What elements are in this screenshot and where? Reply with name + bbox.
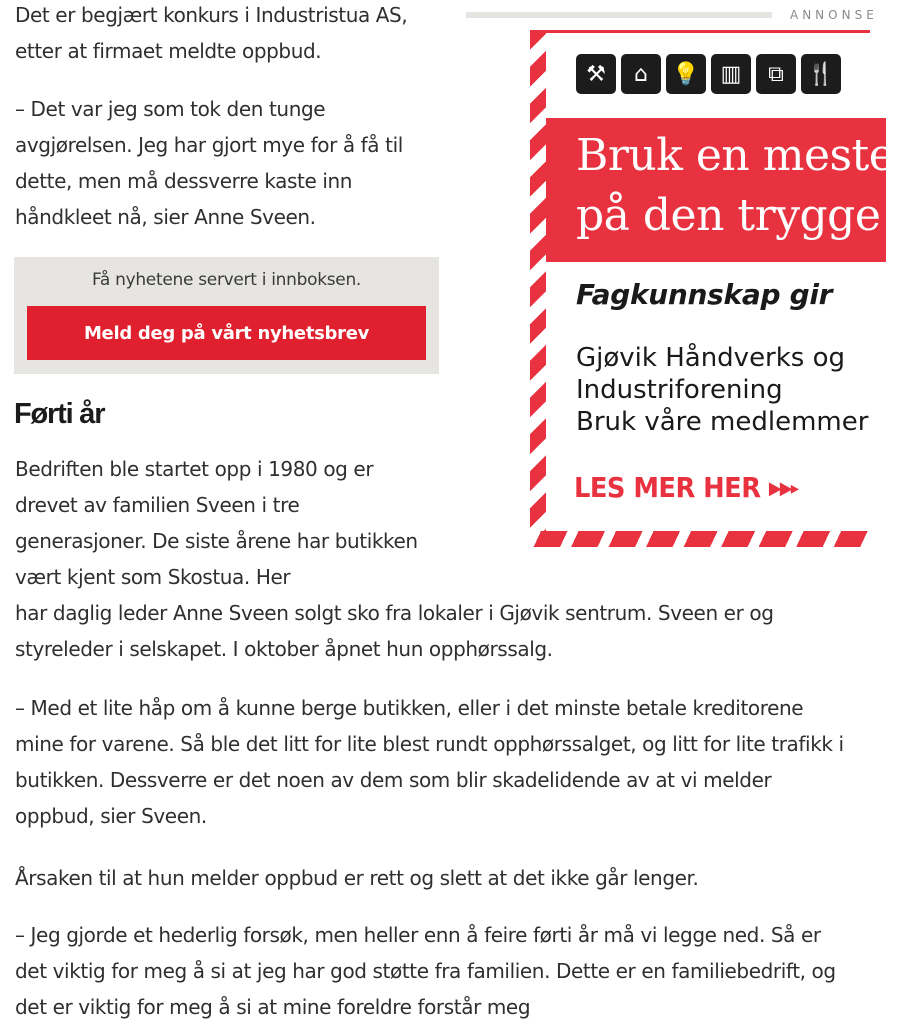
newsletter-prompt: Få nyhetene servert i innboksen. (91, 270, 362, 290)
ad-headline-line: Bruk en mester (576, 130, 915, 181)
ad-headline-line: på den trygge (576, 190, 881, 241)
ad-headline (576, 126, 915, 246)
advertisement-banner[interactable] (530, 30, 915, 547)
radiator-icon: ▥ (711, 54, 751, 94)
arrow-right-icon: ▶▶▸ (768, 478, 798, 499)
lightbulb-icon: 💡 (666, 54, 706, 94)
ad-divider (466, 12, 772, 18)
article-quote-paragraph: – Med et lite håp om å kunne berge butikken, eller i det minste betale kreditorene mine for varene. Så ble det litt for lite blest rundt opphørssalget, og litt for lite trafikk i butikken. Dessverre er det noen av dem som blir skadelidende av at vi melder oppbud, sier Sveen. (15, 696, 844, 828)
newsletter-signup-box (14, 257, 439, 374)
section-subheading: Førti år (14, 398, 105, 430)
ad-read-more-link[interactable] (574, 471, 797, 504)
ad-label: ANNONSE (790, 8, 878, 22)
article-quote-paragraph: – Det var jeg som tok den tunge avgjørelsen. Jeg har gjort mye for å få til dette, men må dessverre kaste inn håndkleet nå, sier Anne Sveen. (15, 97, 403, 229)
ad-organization (576, 342, 868, 438)
ad-trade-icons (576, 54, 841, 94)
ad-border-top (530, 30, 870, 33)
window-icon: ⧉ (756, 54, 796, 94)
article-paragraph: Årsaken til at hun melder oppbud er rett og slett at det ikke går lenger. (15, 866, 699, 890)
house-icon: ⌂ (621, 54, 661, 94)
newsletter-subscribe-button[interactable]: Meld deg på vårt nyhetsbrev (27, 306, 426, 360)
hammer-icon: ⚒ (576, 54, 616, 94)
article-paragraph: Det er begjært konkurs i Industristua AS, etter at firmaet meldte oppbud. (15, 3, 408, 63)
paragraph-text-continued: har daglig leder Anne Sveen solgt sko fra lokaler i Gjøvik sentrum. Sveen er og styreleder i selskapet. I oktober åpnet hun opphørssalg. (15, 601, 774, 661)
ad-stripe-border-bottom (530, 531, 870, 547)
ad-stripe-border-left (530, 30, 546, 547)
ad-org-line: Gjøvik Håndverks og (576, 343, 846, 373)
ad-org-line: Bruk våre medlemmer (576, 407, 869, 437)
paragraph-text-wrapped: Bedriften ble startet opp i 1980 og er drevet av familien Sveen i tre generasjoner. De siste årene har butikken vært kjent som Skostua. Her (15, 457, 418, 589)
ad-cta-label: LES MER HER (574, 471, 761, 504)
ad-org-line: Industriforening (576, 375, 783, 405)
ad-headline-banner (546, 118, 915, 262)
cutlery-icon: 🍴 (801, 54, 841, 94)
ad-tagline: Fagkunnskap gir (576, 278, 833, 311)
article-quote-paragraph: – Jeg gjorde et hederlig forsøk, men heller enn å feire førti år må vi legge ned. Så er det viktig for meg å si at jeg har god støtte fra familien. Dette er en familiebedrift, og det er viktig for meg å si at mine foreldre forstår meg (15, 923, 836, 1019)
